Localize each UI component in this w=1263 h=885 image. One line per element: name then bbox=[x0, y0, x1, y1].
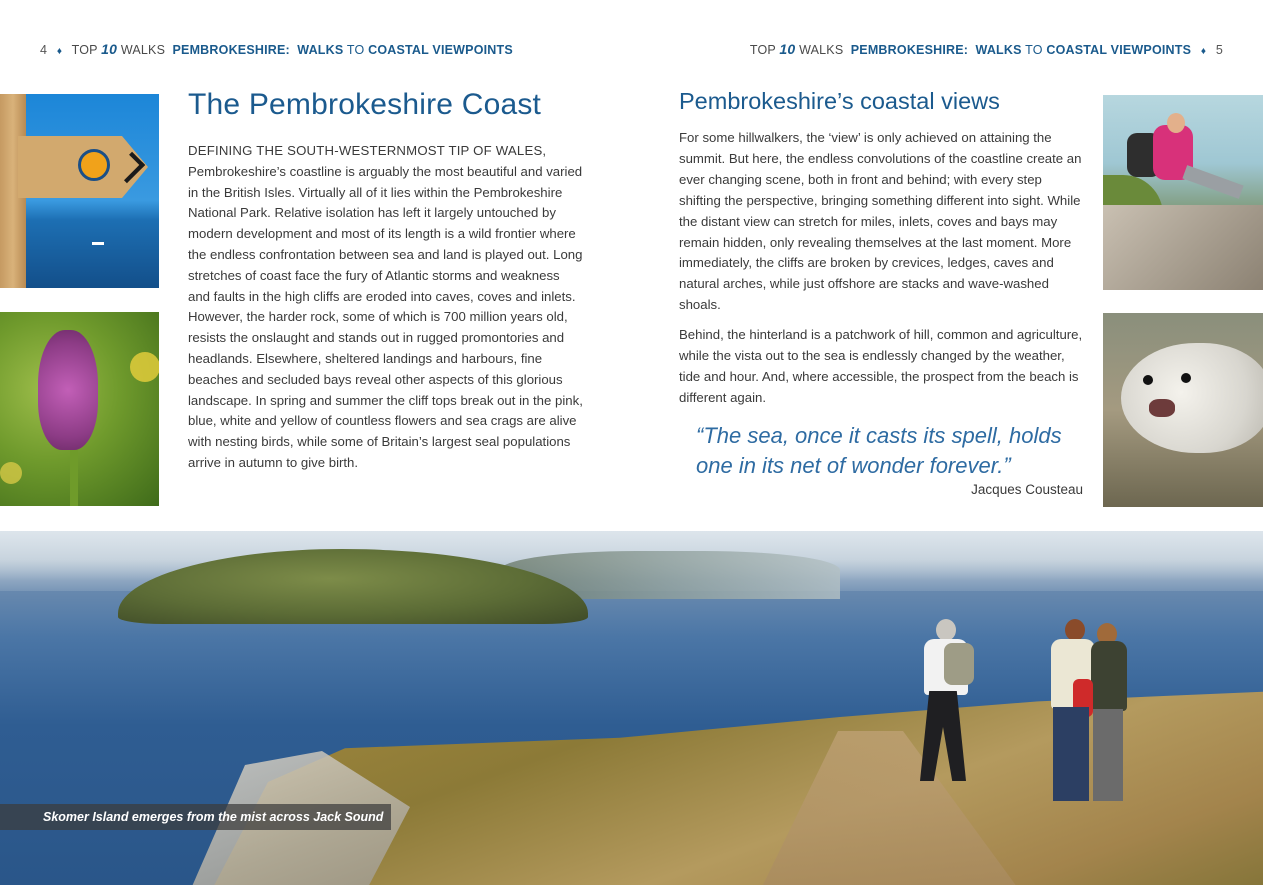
pull-quote: “The sea, once it casts its spell, holds one in its net of wonder forever.” bbox=[696, 423, 1062, 478]
article-lead-in: DEFINING THE SOUTH-WESTERNMOST TIP OF WALES, bbox=[188, 143, 547, 158]
seal-pup-photo bbox=[1103, 313, 1263, 507]
signpost-photo bbox=[0, 94, 159, 288]
hiker-head bbox=[1167, 113, 1185, 133]
quote-attribution: Jacques Cousteau bbox=[971, 482, 1083, 497]
coastal-views-paragraph-1: For some hillwalkers, the ‘view’ is only achieved on attaining the summit. But here, the endless convolutions of the coastline create an ever changing scene, both in front and behind; with every step shifting the perspective, bringing something different into sight. While the distant view can stretch for miles, inlets, coves and bays may remain hidden, only revealing themselves at the last moment. More immediately, the cliffs are broken by crevices, ledges, caves and natural arches, while just offshore are stacks and wave-washed shoals. bbox=[679, 130, 1082, 313]
diamond-separator-icon: ♦ bbox=[1200, 46, 1207, 57]
page-number-right: 5 bbox=[1215, 43, 1223, 57]
header-top-label: TOP bbox=[71, 43, 98, 57]
article-title-pembrokeshire-coast: The Pembrokeshire Coast bbox=[188, 88, 542, 121]
header-top-label: TOP bbox=[749, 43, 776, 57]
header-series-title: PEMBROKESHIRE: bbox=[172, 43, 290, 57]
article-title-coastal-views: Pembrokeshire’s coastal views bbox=[679, 88, 1000, 114]
coast-path-acorn-icon bbox=[78, 149, 110, 181]
seal-eye bbox=[1143, 375, 1153, 385]
walker-legs bbox=[1053, 707, 1089, 801]
yellow-flower bbox=[130, 352, 159, 382]
seal-pup-body bbox=[1121, 343, 1263, 453]
yellow-flower bbox=[0, 462, 22, 484]
walker-legs bbox=[1093, 709, 1123, 801]
coastal-views-paragraph-2: Behind, the hinterland is a patchwork of hill, common and agriculture, while the vista out to the sea is endlessly changed by the weather, tide and hour. And, where accessible, the prospect from the beach is different again. bbox=[679, 327, 1083, 405]
header-ten-logo: 10 bbox=[779, 41, 796, 57]
header-subtitle-walks: WALKS bbox=[297, 43, 344, 57]
header-subtitle-rest: COASTAL VIEWPOINTS bbox=[1046, 43, 1192, 57]
article-body-pembrokeshire-coast bbox=[188, 141, 583, 474]
running-header-left bbox=[40, 41, 513, 57]
walker-with-backpack bbox=[910, 619, 980, 789]
header-walks-label: WALKS bbox=[120, 43, 166, 57]
header-walks-label: WALKS bbox=[799, 43, 844, 57]
skomer-panorama-photo bbox=[0, 531, 1263, 885]
orchid-flower bbox=[38, 330, 98, 450]
seal-mouth bbox=[1149, 399, 1175, 417]
walker-head bbox=[936, 619, 956, 641]
hiker-photo bbox=[1103, 95, 1263, 290]
header-subtitle-to: TO bbox=[1025, 43, 1043, 57]
rock-outcrop bbox=[1103, 205, 1263, 290]
sailboat-icon bbox=[92, 242, 104, 245]
walker-torso bbox=[1091, 641, 1127, 711]
orchid-photo bbox=[0, 312, 159, 506]
header-subtitle-walks: WALKS bbox=[975, 43, 1022, 57]
hiker-legs bbox=[1182, 165, 1243, 199]
walker-pair bbox=[1045, 619, 1135, 804]
running-header-right bbox=[750, 41, 1223, 57]
header-subtitle-rest: COASTAL VIEWPOINTS bbox=[368, 43, 513, 57]
header-ten-logo: 10 bbox=[101, 41, 118, 57]
walker-backpack bbox=[944, 643, 974, 685]
header-series-title: PEMBROKESHIRE: bbox=[850, 43, 969, 57]
walker-head bbox=[1065, 619, 1085, 641]
seal-eye bbox=[1181, 373, 1191, 383]
diamond-separator-icon: ♦ bbox=[56, 46, 63, 57]
page-number-left: 4 bbox=[40, 43, 48, 57]
article-body-text: Pembrokeshire’s coastline is arguably the most beautiful and varied in the British Isles. Virtually all of it lies within the Pembrokeshire National Park. Relative isolation has left it largely untouched by modern development and most of its length is a wild frontier where the endless confrontation between sea and land is played out. Long stretches of coast face the fury of Atlantic storms and weakness and faults in the high cliffs are eroded into caves, coves and inlets. However, the harder rock, some of which is 700 million years old, resists the onslaught and stands out in rugged promontories and headlands. Elsewhere, sheltered landings and harbours, fine beaches and secluded bays reveal other aspects of this glorious landscape. In spring and summer the cliff tops break out in the pink, blue, white and yellow of countless flowers and sea crags are alive with nesting birds, while some of Britain’s largest seal populations arrive in autumn to give birth. bbox=[188, 163, 583, 470]
header-subtitle-to: TO bbox=[346, 43, 365, 57]
panorama-caption: Skomer Island emerges from the mist across Jack Sound bbox=[0, 804, 391, 830]
walker-legs bbox=[920, 691, 966, 781]
